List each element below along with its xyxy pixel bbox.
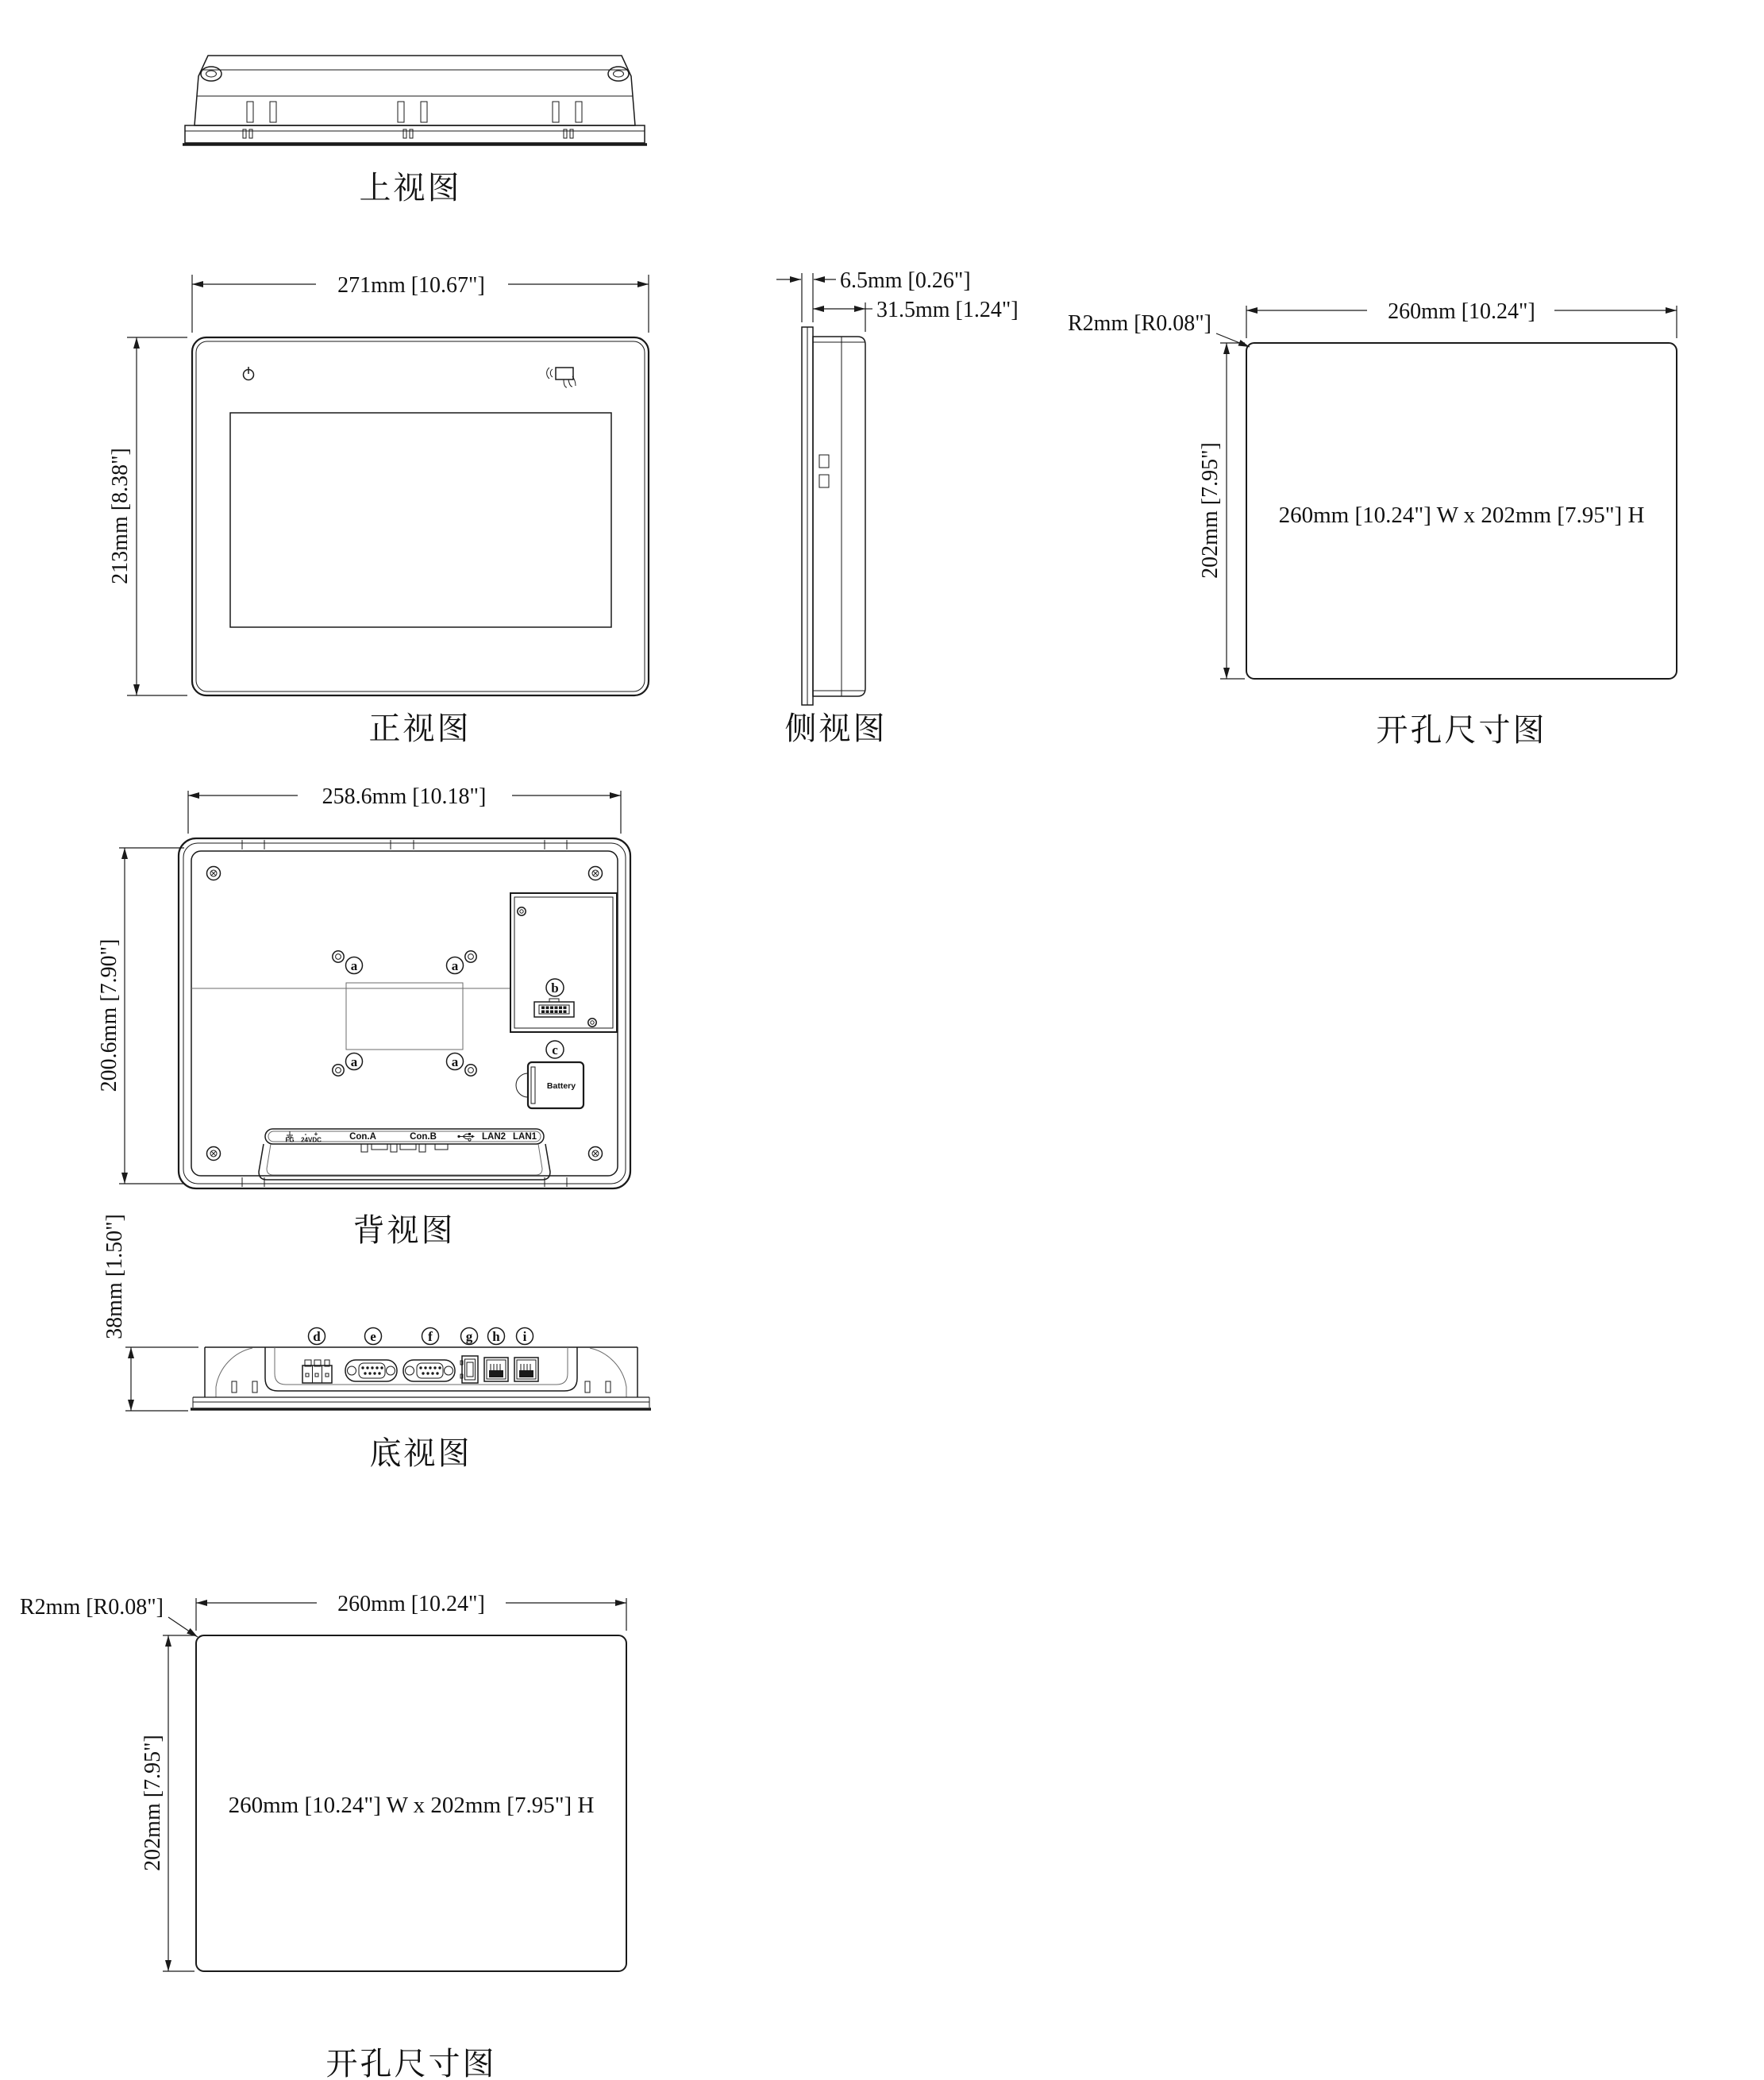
top-view-bezel [183,125,647,144]
back-view-title: 背视图 [352,1212,456,1248]
callout-battery-c [546,1041,564,1058]
display-screen [230,413,611,627]
vesa-recess [346,983,463,1050]
cutout-width-label: 260mm [10.24"] [337,1592,485,1616]
bottom-bezel [191,1397,651,1409]
bottom-view-title: 底视图 [369,1435,472,1471]
compartment-screw-icon [518,907,526,915]
compartment-screw-icon [588,1019,596,1027]
com-a-db9-port [345,1360,397,1381]
back-height-dimension [97,848,184,1184]
callout-e [365,1328,382,1345]
svg-text:d: d [313,1329,321,1344]
port-label-strip [265,1129,544,1144]
svg-text:e: e [370,1329,376,1344]
lan1-label: LAN1 [512,1132,537,1142]
bottom-height-dimension [102,1214,198,1411]
fg-label: FG [285,1136,295,1144]
top-vent-slots [247,102,582,122]
back-width-label: 258.6mm [10.18"] [322,784,487,809]
cutout-radius-label: R2mm [R0.08"] [1068,311,1211,336]
vdc-label: 24VDC [301,1136,322,1144]
mounting-ear-right [608,67,629,81]
cutout-width-dimension [1246,299,1677,338]
cutout-height-label: 202mm [7.95"] [1198,442,1223,579]
battery-compartment [516,1041,584,1108]
side-depth-dimension [813,298,1019,332]
side-bezel-label: 6.5mm [0.26"] [840,268,971,293]
cutout-width-dimension [196,1592,626,1631]
bottom-height-label: 38mm [1.50"] [102,1214,127,1339]
com-b-db9-port [403,1360,455,1381]
back-view [97,784,630,1248]
top-view-body-outline [195,56,635,125]
cutout-radius-callout [1068,311,1250,347]
callout-f [422,1328,439,1345]
plus-label: + [314,1131,318,1138]
corner-screw-icon [589,1147,603,1161]
card-reader-icon [547,368,576,387]
bottom-view [102,1214,651,1471]
front-width-label: 271mm [10.67"] [337,273,485,298]
callout-vesa-a1 [346,957,363,974]
front-height-label: 213mm [8.38"] [108,448,133,584]
con-b-label: Con.B [410,1132,437,1142]
front-view-title: 正视图 [368,711,472,746]
svg-text:a: a [451,1054,459,1069]
callout-h [488,1328,505,1345]
dip-connector [534,999,574,1017]
front-panel-outline [192,337,649,695]
back-width-dimension [188,784,621,834]
lan2-port [484,1358,508,1381]
vesa-hole [465,1065,476,1076]
corner-screw-icon [589,867,603,880]
callout-dip-b [546,979,564,996]
svg-text:a: a [451,958,459,973]
mounting-ear-left [201,67,221,81]
cutout-radius-callout [20,1595,198,1637]
power-terminal-port [302,1360,332,1383]
callout-d [309,1328,325,1345]
battery-label: Battery [546,1081,576,1091]
usb-port [460,1356,478,1383]
bottom-foot [259,1144,550,1180]
expansion-compartment [510,893,617,1032]
callout-vesa-a2 [447,957,464,974]
svg-text:a: a [350,958,358,973]
cutout-bottom-title: 开孔尺寸图 [325,2046,497,2080]
svg-text:h: h [492,1329,500,1344]
lan2-label: LAN2 [481,1132,506,1142]
front-height-dimension [108,337,187,695]
cutout-diagram-bottom [20,1592,626,2080]
side-view-title: 侧视图 [784,711,888,746]
corner-screw-icon [207,867,221,880]
con-a-label: Con.A [349,1132,376,1142]
cutout-height-label: 202mm [7.95"] [141,1735,165,1871]
svg-text:f: f [428,1329,433,1344]
cutout-diagram-top [1068,299,1677,748]
cutout-height-dimension [141,1635,195,1971]
front-view [108,273,649,746]
svg-text:a: a [350,1054,358,1069]
callout-vesa-a4 [447,1053,464,1070]
cutout-top-title: 开孔尺寸图 [1376,712,1547,748]
side-body-outline [813,337,865,696]
svg-text:c: c [552,1042,558,1057]
svg-text:b: b [551,980,559,996]
svg-text:i: i [522,1329,527,1344]
corner-screw-icon [207,1147,221,1161]
callout-i [517,1328,533,1345]
side-view [776,268,1019,746]
cutout-size-note: 260mm [10.24"] W x 202mm [7.95"] H [228,1793,595,1818]
power-led-icon [244,367,254,380]
cutout-height-dimension [1198,343,1245,679]
vesa-hole [333,1065,344,1076]
callout-vesa-a3 [346,1053,363,1070]
cutout-radius-label: R2mm [R0.08"] [20,1595,164,1620]
cutout-size-note: 260mm [10.24"] W x 202mm [7.95"] H [1278,503,1645,528]
usb-icon [457,1133,475,1141]
vesa-hole [465,951,476,962]
front-width-dimension [192,273,649,333]
minus-label: - [304,1131,307,1138]
cutout-width-label: 260mm [10.24"] [1388,299,1535,324]
top-view [183,56,647,206]
side-depth-label: 31.5mm [1.24"] [876,298,1019,322]
lan1-port [514,1358,538,1381]
callout-g [461,1328,478,1345]
svg-text:g: g [465,1329,473,1344]
back-height-label: 200.6mm [7.90"] [97,938,121,1092]
vesa-hole [333,951,344,962]
top-view-title: 上视图 [359,170,462,206]
